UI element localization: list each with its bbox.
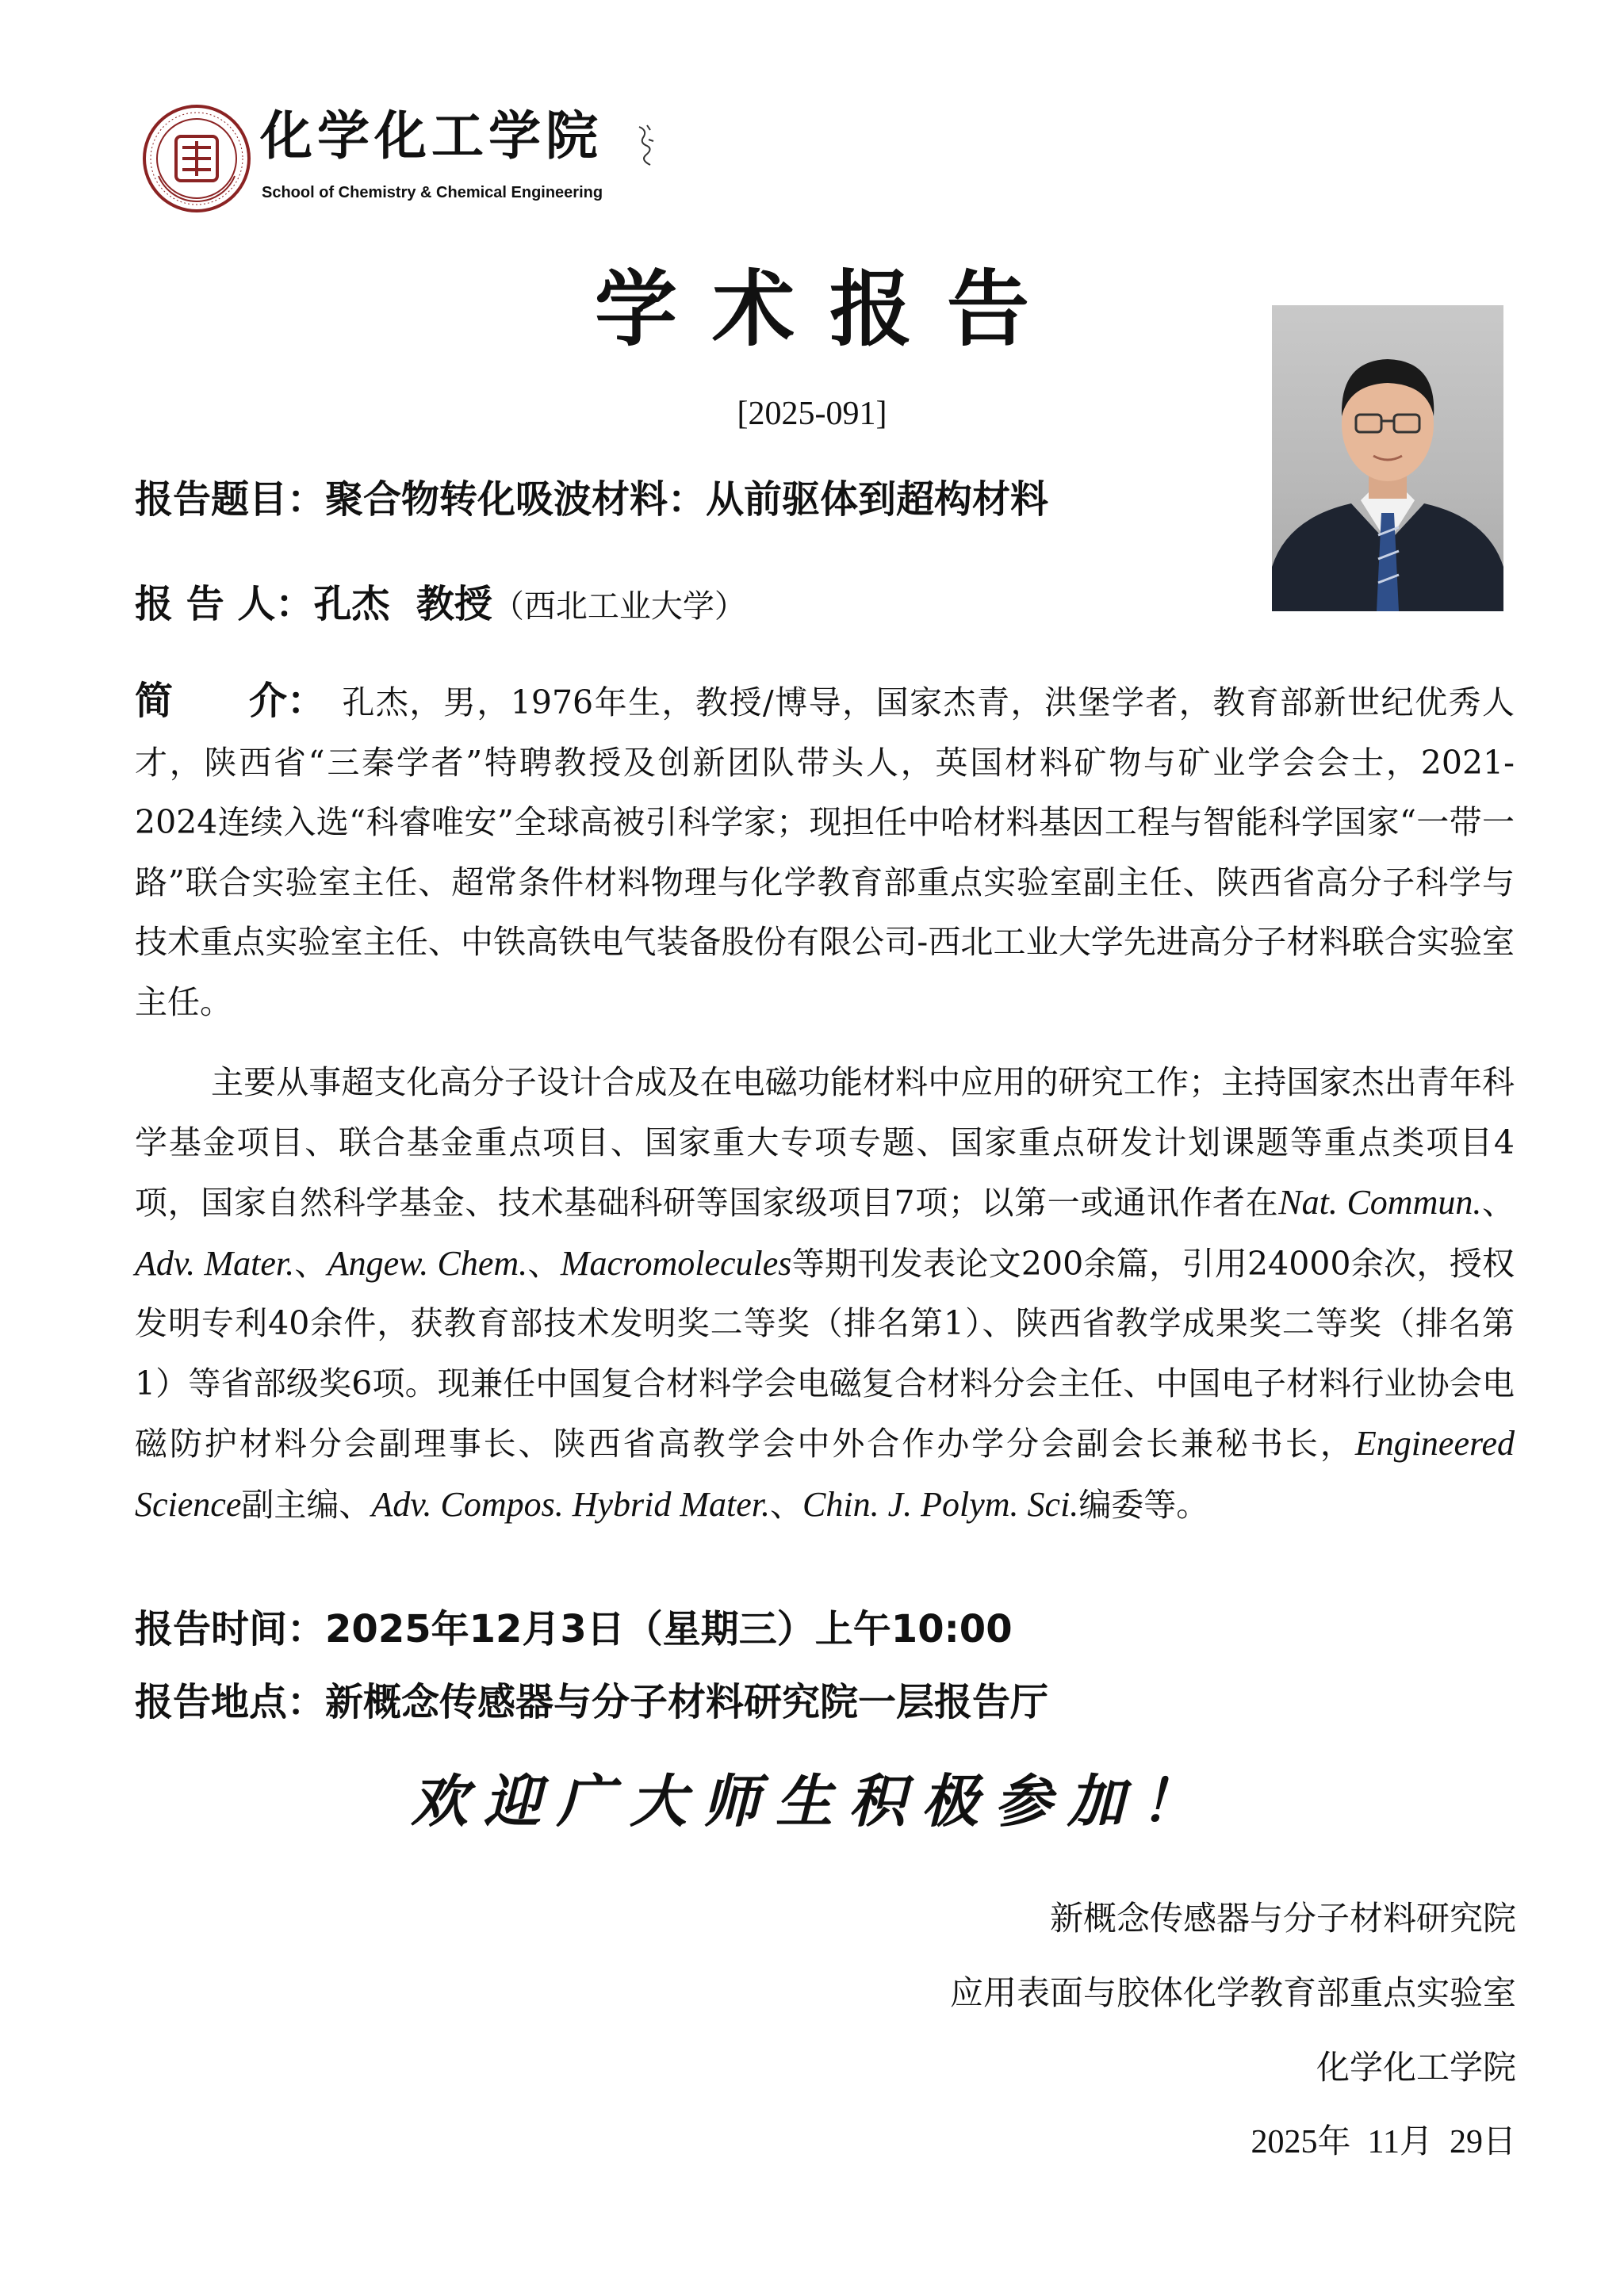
research-text-2: 等期刊发表论文200余篇，引用24000余次，授权发明专利40余件，获教育部技术发明奖二等奖（排名第1）、陕西省教学成果奖二等奖（排名第1）等省部级奖6项。现兼任中国复合材料学会电磁复合材料分会主任、中国电子材料行业协会电磁防护材料分会副理事长、陕西省高教学会中外合作办学分会副会长兼秘书长， — [135, 1244, 1515, 1463]
journal-name: Angew. Chem. — [327, 1243, 528, 1283]
intro-label — [135, 672, 341, 732]
topic-value: 聚合物转化吸波材料：从前驱体到超构材料 — [325, 477, 1049, 522]
organizer-2: 应用表面与胶体化学教育部重点实验室 — [949, 1973, 1516, 2012]
organizer-1: 新概念传感器与分子材料研究院 — [1049, 1899, 1516, 1938]
calligraphy-signature-icon — [633, 122, 657, 170]
speaker-name: 孔杰 教授 — [313, 582, 492, 626]
document-number: [2025-091] — [737, 396, 887, 432]
topic-label: 报告题目： — [135, 477, 326, 522]
research-paragraph — [135, 1053, 1515, 1535]
time-label: 报告时间： — [135, 1607, 326, 1651]
research-text-3: 副主编、 — [241, 1485, 372, 1524]
logo-chinese-name: 化学化工学院 — [260, 105, 603, 166]
separator: 、 — [527, 1244, 561, 1283]
organizer-3: 化学化工学院 — [1316, 2048, 1516, 2087]
intro-text: 孔杰，男，1976年生，教授/博导，国家杰青，洪堡学者，教育部新世纪优秀人才，陕西省“三秦学者”特聘教授及创新团队带头人，英国材料矿物与矿业学会会士，2021-2024连续入选“科睿唯安”全球高被引科学家；现担任中哈材料基因工程与智能科学国家“一带一路”联合实验室主任、超常条件材料物理与化学教育部重点实验室副主任、陕西省高分子科学与技术重点实验室主任、中铁高铁电气装备股份有限公司-西北工业大学先进高分子材料联合实验室主任。 — [135, 683, 1515, 1021]
speaker-label: 报 告 人： — [135, 582, 314, 626]
venue-value: 新概念传感器与分子材料研究院一层报告厅 — [325, 1680, 1049, 1724]
speaker-line — [135, 579, 746, 632]
school-logo — [135, 100, 658, 219]
journal-name: Adv. Mater. — [135, 1243, 295, 1283]
separator: 、 — [1481, 1184, 1515, 1222]
journal-name: Engineered Science — [135, 1424, 1515, 1524]
separator: 、 — [770, 1485, 803, 1524]
venue-label: 报告地点： — [135, 1680, 326, 1724]
topic-line — [135, 474, 1048, 525]
venue-line — [135, 1677, 1048, 1728]
journal-name: Nat. Commun. — [1278, 1183, 1482, 1222]
journal-name: Chin. J. Polym. Sci. — [802, 1484, 1079, 1524]
speaker-portrait-photo — [1272, 305, 1503, 611]
logo-english-name: School of Chemistry & Chemical Engineering — [262, 184, 603, 201]
page-title: 学术报告 — [594, 261, 1064, 358]
welcome-slogan: 欢迎广大师生积极参加！ — [410, 1768, 1213, 1835]
intro-label-colon: 介： — [249, 679, 326, 723]
research-text-4: 编委等。 — [1078, 1485, 1209, 1524]
issue-date: 2025年 11月 29日 — [1251, 2124, 1516, 2160]
school-seal-icon — [141, 103, 252, 214]
journal-name: Adv. Compos. Hybrid Mater. — [371, 1484, 771, 1524]
journal-name: Macromolecules — [560, 1243, 792, 1283]
speaker-affiliation: （西北工业大学） — [492, 588, 746, 625]
research-text-1: 主要从事超支化高分子设计合成及在电磁功能材料中应用的研究工作；主持国家杰出青年科学基金项目、联合基金重点项目、国家重大专项专题、国家重点研发计划课题等重点类项目4项，国家自然科学基金、技术基础科研等国家级项目7项；以第一或通讯作者在 — [135, 1063, 1515, 1222]
time-value: 2025年12月3日（星期三）上午10:00 — [325, 1607, 1013, 1651]
intro-label-char: 简 — [135, 679, 174, 723]
separator: 、 — [294, 1244, 327, 1283]
time-line — [135, 1604, 1013, 1655]
speaker-introduction — [135, 672, 1515, 1032]
portrait-illustration — [1272, 305, 1503, 611]
